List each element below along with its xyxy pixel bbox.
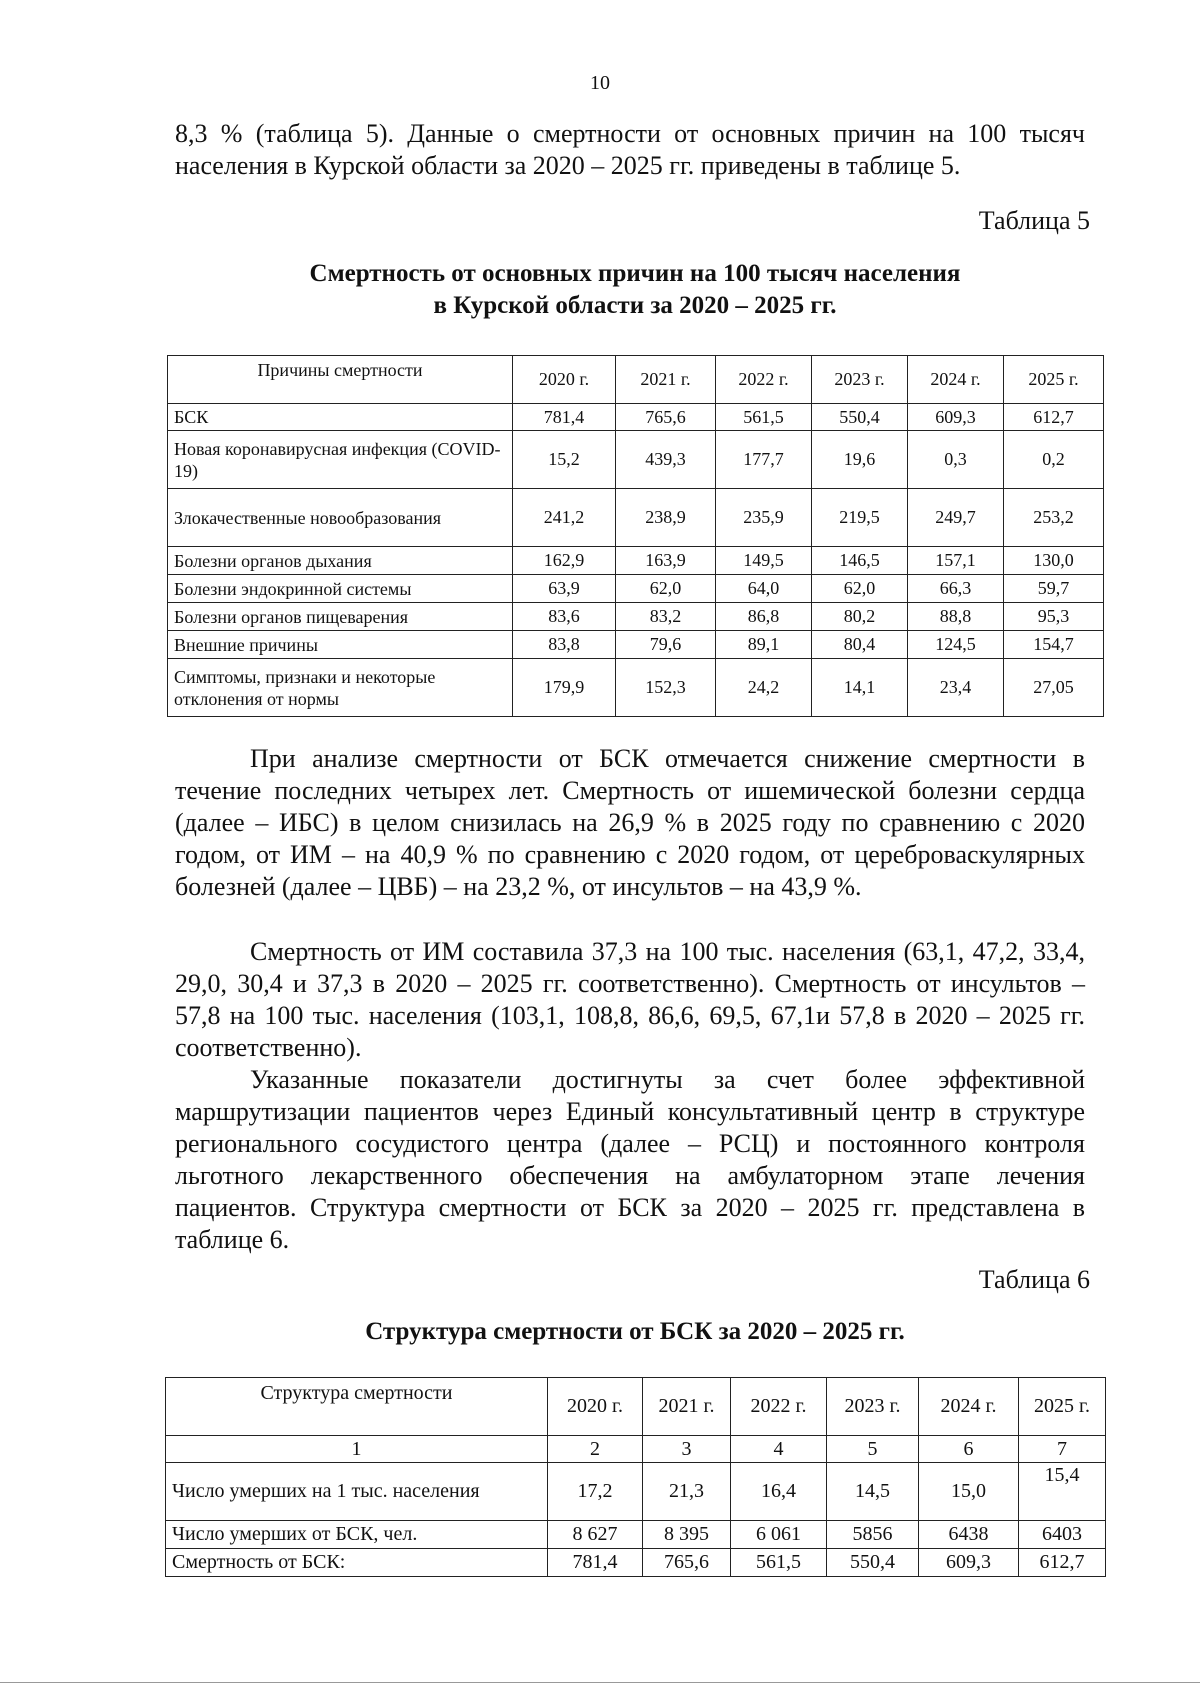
value-cell: 15,0 bbox=[919, 1463, 1019, 1521]
value-cell: 612,7 bbox=[1004, 404, 1104, 431]
column-header: 2022 г. bbox=[731, 1378, 827, 1436]
value-cell: 130,0 bbox=[1004, 547, 1104, 575]
value-cell: 24,2 bbox=[716, 659, 812, 717]
column-number: 3 bbox=[643, 1436, 731, 1463]
value-cell: 62,0 bbox=[616, 575, 716, 603]
value-cell: 550,4 bbox=[812, 404, 908, 431]
cause-cell: Число умерших от БСК, чел. bbox=[166, 1521, 548, 1549]
column-header: 2021 г. bbox=[616, 356, 716, 404]
value-cell: 609,3 bbox=[908, 404, 1004, 431]
value-cell: 6438 bbox=[919, 1521, 1019, 1549]
value-cell: 6 061 bbox=[731, 1521, 827, 1549]
column-number: 4 bbox=[731, 1436, 827, 1463]
value-cell: 154,7 bbox=[1004, 631, 1104, 659]
column-header: Причины смертности bbox=[168, 356, 513, 404]
table-header-row bbox=[168, 356, 1104, 404]
value-cell: 79,6 bbox=[616, 631, 716, 659]
value-cell: 15,4 bbox=[1019, 1463, 1106, 1521]
value-cell: 146,5 bbox=[812, 547, 908, 575]
value-cell: 561,5 bbox=[716, 404, 812, 431]
cause-cell: Болезни эндокринной системы bbox=[168, 575, 513, 603]
value-cell: 64,0 bbox=[716, 575, 812, 603]
value-cell: 27,05 bbox=[1004, 659, 1104, 717]
value-cell: 5856 bbox=[827, 1521, 919, 1549]
table5-title-line2: в Курской области за 2020 – 2025 гг. bbox=[433, 292, 837, 319]
column-number: 6 bbox=[919, 1436, 1019, 1463]
cause-cell: Болезни органов пищеварения bbox=[168, 603, 513, 631]
page-number: 10 bbox=[590, 72, 610, 94]
value-cell: 17,2 bbox=[548, 1463, 643, 1521]
column-header: 2021 г. bbox=[643, 1378, 731, 1436]
table-row bbox=[168, 575, 1104, 603]
value-cell: 550,4 bbox=[827, 1549, 919, 1577]
value-cell: 83,2 bbox=[616, 603, 716, 631]
cause-cell: Болезни органов дыхания bbox=[168, 547, 513, 575]
value-cell: 177,7 bbox=[716, 431, 812, 489]
value-cell: 219,5 bbox=[812, 489, 908, 547]
value-cell: 6403 bbox=[1019, 1521, 1106, 1549]
table5-label: Таблица 5 bbox=[978, 206, 1090, 235]
cause-cell: Злокачественные новообразования bbox=[168, 489, 513, 547]
value-cell: 238,9 bbox=[616, 489, 716, 547]
table-row bbox=[166, 1521, 1106, 1549]
table-row bbox=[168, 631, 1104, 659]
value-cell: 163,9 bbox=[616, 547, 716, 575]
mi-stroke-paragraph: Смертность от ИМ составила 37,3 на 100 тыс. населения (63,1, 47,2, 33,4, 29,0, 30,4 и 37,3 в 2020 – 2025 гг. соответственно). Смертность от инсультов – 57,8 на 100 тыс. населения (103,1, 108,8, 86,6, 69,5, 67,1и 57,8 в 2020 – 2025 гг. соответственно). bbox=[175, 937, 1085, 1062]
value-cell: 21,3 bbox=[643, 1463, 731, 1521]
value-cell: 157,1 bbox=[908, 547, 1004, 575]
routing-paragraph: Указанные показатели достигнуты за счет более эффективной маршрутизации пациентов через Единый консультативный центр в структуре регионального сосудистого центра (далее – РСЦ) и постоянного контроля льготного лекарственного обеспечения на амбулаторном этапе лечения пациентов. Структура смертности от БСК за 2020 – 2025 гг. представлена в таблице 6. bbox=[175, 1065, 1085, 1254]
value-cell: 765,6 bbox=[643, 1549, 731, 1577]
table-header-row bbox=[166, 1378, 1106, 1436]
value-cell: 66,3 bbox=[908, 575, 1004, 603]
table-row bbox=[166, 1463, 1106, 1521]
value-cell: 249,7 bbox=[908, 489, 1004, 547]
column-number: 1 bbox=[166, 1436, 548, 1463]
column-number: 2 bbox=[548, 1436, 643, 1463]
table-row bbox=[168, 659, 1104, 717]
scan-edge-line bbox=[0, 1682, 1200, 1683]
value-cell: 162,9 bbox=[513, 547, 616, 575]
table-row bbox=[168, 431, 1104, 489]
column-header: 2025 г. bbox=[1004, 356, 1104, 404]
column-header: 2025 г. bbox=[1019, 1378, 1106, 1436]
bsk-structure-table bbox=[165, 1377, 1106, 1577]
column-header: 2020 г. bbox=[513, 356, 616, 404]
table6-title: Структура смертности от БСК за 2020 – 2025 гг. bbox=[365, 1318, 905, 1345]
value-cell: 14,5 bbox=[827, 1463, 919, 1521]
column-header: 2024 г. bbox=[908, 356, 1004, 404]
value-cell: 86,8 bbox=[716, 603, 812, 631]
table-row bbox=[168, 489, 1104, 547]
value-cell: 561,5 bbox=[731, 1549, 827, 1577]
value-cell: 80,2 bbox=[812, 603, 908, 631]
value-cell: 179,9 bbox=[513, 659, 616, 717]
table-row bbox=[168, 547, 1104, 575]
value-cell: 241,2 bbox=[513, 489, 616, 547]
table-row bbox=[168, 404, 1104, 431]
value-cell: 781,4 bbox=[548, 1549, 643, 1577]
value-cell: 609,3 bbox=[919, 1549, 1019, 1577]
value-cell: 8 395 bbox=[643, 1521, 731, 1549]
value-cell: 149,5 bbox=[716, 547, 812, 575]
table-row bbox=[168, 603, 1104, 631]
value-cell: 88,8 bbox=[908, 603, 1004, 631]
table6-label: Таблица 6 bbox=[978, 1265, 1090, 1294]
value-cell: 781,4 bbox=[513, 404, 616, 431]
value-cell: 439,3 bbox=[616, 431, 716, 489]
value-cell: 63,9 bbox=[513, 575, 616, 603]
value-cell: 19,6 bbox=[812, 431, 908, 489]
column-number: 5 bbox=[827, 1436, 919, 1463]
analysis-paragraph: При анализе смертности от БСК отмечается снижение смертности в течение последних четырех лет. Смертность от ишемической болезни сердца (далее – ИБС) в целом снизилась на 26,9 % в 2025 году по сравнению с 2020 годом, от ИМ – на 40,9 % по сравнению с 2020 годом, от цереброваскулярных болезней (далее – ЦВБ) – на 23,2 %, от инсультов – на 43,9 %. bbox=[175, 744, 1085, 901]
value-cell: 83,8 bbox=[513, 631, 616, 659]
column-header: 2022 г. bbox=[716, 356, 812, 404]
value-cell: 59,7 bbox=[1004, 575, 1104, 603]
value-cell: 124,5 bbox=[908, 631, 1004, 659]
value-cell: 0,2 bbox=[1004, 431, 1104, 489]
column-header: 2020 г. bbox=[548, 1378, 643, 1436]
cause-cell: БСК bbox=[168, 404, 513, 431]
value-cell: 253,2 bbox=[1004, 489, 1104, 547]
column-header: Структура смертности bbox=[166, 1378, 548, 1436]
value-cell: 15,2 bbox=[513, 431, 616, 489]
value-cell: 8 627 bbox=[548, 1521, 643, 1549]
value-cell: 612,7 bbox=[1019, 1549, 1106, 1577]
column-header: 2023 г. bbox=[827, 1378, 919, 1436]
value-cell: 0,3 bbox=[908, 431, 1004, 489]
cause-cell: Число умерших на 1 тыс. населения bbox=[166, 1463, 548, 1521]
numbering-row bbox=[166, 1436, 1106, 1463]
intro-paragraph: 8,3 % (таблица 5). Данные о смертности от основных причин на 100 тысяч населения в Курской области за 2020 – 2025 гг. приведены в таблице 5. bbox=[175, 119, 1085, 180]
value-cell: 83,6 bbox=[513, 603, 616, 631]
value-cell: 95,3 bbox=[1004, 603, 1104, 631]
value-cell: 152,3 bbox=[616, 659, 716, 717]
value-cell: 235,9 bbox=[716, 489, 812, 547]
table5-title-line1: Смертность от основных причин на 100 тысяч населения bbox=[309, 260, 961, 287]
cause-cell: Симптомы, признаки и некоторые отклонения от нормы bbox=[168, 659, 513, 717]
table-row bbox=[166, 1549, 1106, 1577]
column-header: 2024 г. bbox=[919, 1378, 1019, 1436]
column-header: 2023 г. bbox=[812, 356, 908, 404]
cause-cell: Новая коронавирусная инфекция (COVID-19) bbox=[168, 431, 513, 489]
cause-cell: Смертность от БСК: bbox=[166, 1549, 548, 1577]
column-number: 7 bbox=[1019, 1436, 1106, 1463]
value-cell: 14,1 bbox=[812, 659, 908, 717]
value-cell: 16,4 bbox=[731, 1463, 827, 1521]
mortality-causes-table bbox=[167, 355, 1104, 717]
value-cell: 80,4 bbox=[812, 631, 908, 659]
value-cell: 89,1 bbox=[716, 631, 812, 659]
value-cell: 23,4 bbox=[908, 659, 1004, 717]
value-cell: 62,0 bbox=[812, 575, 908, 603]
cause-cell: Внешние причины bbox=[168, 631, 513, 659]
value-cell: 765,6 bbox=[616, 404, 716, 431]
